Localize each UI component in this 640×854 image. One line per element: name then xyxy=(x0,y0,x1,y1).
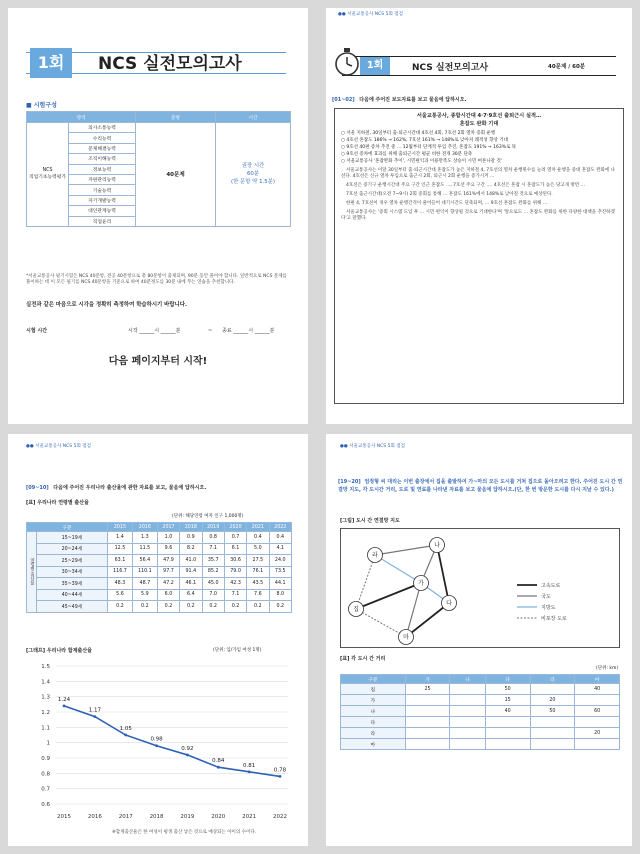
data-point xyxy=(186,754,189,757)
node-da-label: 다 xyxy=(446,600,452,608)
rate-cell: 46.1 xyxy=(180,578,202,590)
x-tick-label: 2021 xyxy=(242,814,257,820)
age-label: 30~34세 xyxy=(37,566,108,578)
rate-cell: 7.0 xyxy=(202,589,224,601)
rate-cell: 30.6 xyxy=(224,555,246,567)
rate-cell: 47.9 xyxy=(157,555,179,567)
table-header: 시간 xyxy=(216,112,291,123)
body-paragraph: 서울교통공사는 이달 30일부터 출·퇴근시간대 혼잡도가 높은 지하철 4, 7호선의 열차 운행횟수를 늘려 열차 운행을 증대 혼잡도 완화에 나선다. 4호선은 신규 열차 투입으로 출근시 2회, 퇴근시 2회 운행을 증가시켜 … xyxy=(341,168,616,179)
table-row xyxy=(27,555,292,567)
data-label: 0.81 xyxy=(243,762,256,769)
road-edge xyxy=(356,555,375,609)
distance-cell: 50 xyxy=(530,706,575,717)
table-row xyxy=(27,578,292,590)
distance-cell xyxy=(530,739,575,750)
rate-cell: 0.2 xyxy=(269,601,291,613)
rate-cell: 5.6 xyxy=(108,589,133,601)
running-header: ●● 서울교통공사 NCS 5회 점검 xyxy=(338,12,403,17)
x-tick-label: 2019 xyxy=(180,814,195,820)
area-label: NCS 직업기초능력평가 xyxy=(27,123,69,227)
year-header: 2020 xyxy=(224,523,246,532)
graph-title: [그래프] 우리나라 합계출산율 xyxy=(26,648,93,654)
rate-cell: 4.1 xyxy=(269,543,291,555)
distance-cell xyxy=(530,717,575,728)
year-header: 2021 xyxy=(247,523,269,532)
year-header: 2017 xyxy=(157,523,179,532)
time-line: 60분 xyxy=(246,171,260,178)
body-paragraph: 4호선은 증기구 운행시간대 주요 구간 인근 혼잡도 …, 7호선 주요 구간 …. 4호선은 혼잡 시 혼잡도가 높은 당고개 방면 … xyxy=(346,183,586,188)
rate-cell: 73.5 xyxy=(269,566,291,578)
node-ma-label: 마 xyxy=(403,634,409,642)
distance-header: 라 xyxy=(530,675,575,684)
rate-cell: 0.2 xyxy=(157,601,179,613)
table-row xyxy=(341,684,620,695)
distance-cell xyxy=(450,706,485,717)
data-label: 0.92 xyxy=(181,745,194,752)
summary-bullet: ○ 9호선 40편 증차 추진 중 … 12월부터 단계적 투입 추진, 혼잡도 191% → 163%로 뚝 xyxy=(341,145,517,150)
data-point xyxy=(93,715,96,718)
y-tick-label: 1 xyxy=(46,740,50,747)
x-tick-label: 2022 xyxy=(273,814,287,820)
rate-cell: 76.1 xyxy=(247,566,269,578)
x-tick-label: 2018 xyxy=(149,814,164,820)
node-home-label: 집 xyxy=(353,606,359,614)
table-row xyxy=(341,739,620,750)
road-edge xyxy=(375,545,437,555)
node-ra-label: 라 xyxy=(372,552,378,560)
summary-bullet: ○ 4호선 혼잡도 186% → 162%, 7호선 161% → 148%로 낮아져 쾌적성 향상 기대 xyxy=(341,138,508,143)
rate-cell: 5.0 xyxy=(247,543,269,555)
age-label: 45~49세 xyxy=(37,601,108,613)
distance-cell xyxy=(450,684,485,695)
time-line: (한 문항 약 1.5분) xyxy=(231,179,275,186)
map-title: [그림] 도시 간 연결망 지도 xyxy=(340,518,400,524)
question-count: 40문제 xyxy=(136,123,216,227)
distance-cell: 25 xyxy=(405,684,450,695)
node-ga-label: 가 xyxy=(418,580,424,588)
ability-cell: 직업윤리 xyxy=(69,216,136,226)
distance-header: 나 xyxy=(450,675,485,684)
distance-table-title: [표] 각 도시 간 거리 xyxy=(340,656,386,662)
age-label: 20~24세 xyxy=(37,543,108,555)
distance-cell xyxy=(485,739,530,750)
distance-cell xyxy=(405,695,450,706)
start-time-field[interactable]: 시작 ______시 ______분 xyxy=(128,328,181,334)
page-3 xyxy=(8,434,308,846)
distance-header: 다 xyxy=(485,675,530,684)
graph-unit: (단위: 입/가임 여성 1명) xyxy=(213,648,262,653)
data-label: 1.05 xyxy=(119,726,132,732)
ability-cell: 정보능력 xyxy=(69,164,136,174)
ability-cell: 기술능력 xyxy=(69,185,136,195)
page-title: NCS 실전모의고사 xyxy=(412,63,489,73)
rate-cell: 12.5 xyxy=(108,543,133,555)
row-group-label xyxy=(27,532,37,613)
road-edge xyxy=(356,609,406,637)
year-header: 2018 xyxy=(180,523,202,532)
page-4 xyxy=(326,434,632,846)
rate-cell: 1.3 xyxy=(132,532,157,544)
table-row xyxy=(27,601,292,613)
press-release-box xyxy=(334,108,624,404)
y-tick-label: 0.6 xyxy=(41,802,50,808)
data-point xyxy=(217,766,220,769)
distance-cell xyxy=(530,728,575,739)
page-1 xyxy=(8,8,308,424)
ability-cell: 문제해결능력 xyxy=(69,143,136,153)
y-tick-label: 1.5 xyxy=(41,664,50,670)
distance-cell xyxy=(450,695,485,706)
stopwatch-icon xyxy=(332,44,362,78)
body-paragraph: 서울교통공사는 '증회 시스템 도입 후 … 시민 편익이 향상될 것으로 기대한다'며 '앞으로도 … 혼잡도 완화를 위한 다양한 대책을 추진하겠다'고 말했다. xyxy=(341,210,615,221)
body-paragraph: 7호선 출근시간대(오전 7~9시) 2회 증회를 통해 … 혼잡도 161%에서 148%로 낮아질 것으로 예상된다. xyxy=(346,192,553,197)
x-tick-label: 2015 xyxy=(57,814,71,820)
map-box xyxy=(340,528,620,648)
question-text: 다음에 주어진 보도자료를 보고 물음에 답하시오. xyxy=(359,97,467,103)
age-label: 25~29세 xyxy=(37,555,108,567)
data-label: 1.17 xyxy=(88,707,101,714)
ability-cell: 조직이해능력 xyxy=(69,154,136,164)
rate-cell: 41.0 xyxy=(180,555,202,567)
ability-cell: 자원관리능력 xyxy=(69,174,136,184)
rate-cell: 7.1 xyxy=(224,589,246,601)
section-title: ■ 시험구성 xyxy=(26,102,57,109)
table-row xyxy=(341,706,620,717)
press-release-title: 서울교통공사, 종합시간대 4·7·9호선 출퇴근시 실적… xyxy=(416,113,542,119)
ability-cell: 의사소통능력 xyxy=(69,123,136,133)
running-header: ●● 서울교통공사 NCS 5회 점검 xyxy=(26,444,91,449)
birth-rate-table xyxy=(26,522,292,613)
distance-cell xyxy=(450,728,485,739)
distance-cell: 40 xyxy=(485,706,530,717)
next-page-text: 다음 페이지부터 시작! xyxy=(108,356,208,367)
data-label: 0.98 xyxy=(150,736,163,743)
table-row xyxy=(27,589,292,601)
rate-cell: 7.1 xyxy=(202,543,224,555)
y-tick-label: 1.3 xyxy=(41,694,50,701)
rate-cell: 44.1 xyxy=(269,578,291,590)
rate-cell: 0.4 xyxy=(247,532,269,544)
rate-cell: 35.7 xyxy=(202,555,224,567)
exam-meta: 40문제 / 60분 xyxy=(548,64,586,70)
y-tick-label: 0.8 xyxy=(41,771,50,778)
y-tick-label: 0.9 xyxy=(41,756,50,762)
legend-label: 국도 xyxy=(541,594,551,600)
rate-cell: 48.3 xyxy=(108,578,133,590)
rate-cell: 7.6 xyxy=(247,589,269,601)
exam-structure-table xyxy=(26,111,291,227)
year-header: 2015 xyxy=(108,523,133,532)
city-label: 마 xyxy=(341,739,406,750)
page-2 xyxy=(326,8,632,424)
table-unit: (단위: 해당연령 여자 인구 1,000명) xyxy=(172,514,244,519)
ability-cell: 대인관계능력 xyxy=(69,206,136,216)
rate-cell: 110.1 xyxy=(132,566,157,578)
x-tick-label: 2020 xyxy=(211,814,226,820)
recommended-time xyxy=(216,123,291,227)
distance-cell: 15 xyxy=(485,695,530,706)
question-text: 엄정형 씨 대리는 이번 출장에서 집을 출발하여 가~마의 모든 도시를 거쳐 집으로 돌아오려고 한다. 주어진 도시 간 연결망 지도, 각 도시간 거리, 도로 및 연료를 나타낸 자료를 보고 물음에 답하시오.(단, 한 번 방문한 도시를 다시 지날 수 있다.) xyxy=(338,479,623,493)
rate-cell: 42.3 xyxy=(224,578,246,590)
road-edge xyxy=(375,555,421,583)
rate-cell: 27.5 xyxy=(247,555,269,567)
x-tick-label: 2016 xyxy=(87,814,102,820)
distance-header: 가 xyxy=(405,675,450,684)
rate-cell: 8.0 xyxy=(269,589,291,601)
rate-cell: 56.4 xyxy=(132,555,157,567)
rate-cell: 1.4 xyxy=(108,532,133,544)
distance-cell xyxy=(575,717,620,728)
distance-cell xyxy=(485,717,530,728)
distance-cell xyxy=(530,684,575,695)
rate-cell: 11.5 xyxy=(132,543,157,555)
table-header: 영역 xyxy=(27,112,136,123)
round-badge: 1회 xyxy=(30,48,72,78)
age-label: 35~39세 xyxy=(37,578,108,590)
exam-time-label: 시험 시간 xyxy=(26,328,48,334)
distance-cell: 60 xyxy=(575,706,620,717)
distance-header: 구분 xyxy=(341,675,406,684)
city-label: 집 xyxy=(341,684,406,695)
distance-cell: 20 xyxy=(530,695,575,706)
year-header: 2022 xyxy=(269,523,291,532)
end-time-field[interactable]: 종료 ______시 ______분 xyxy=(222,328,275,334)
rate-cell: 0.2 xyxy=(224,601,246,613)
distance-cell xyxy=(450,717,485,728)
ability-cell: 수리능력 xyxy=(69,133,136,143)
legend-label: 지방도 xyxy=(541,605,556,611)
ability-cell: 자기개발능력 xyxy=(69,195,136,205)
y-tick-label: 1.2 xyxy=(41,710,50,716)
rate-cell: 6.0 xyxy=(157,589,179,601)
x-tick-label: 2017 xyxy=(118,814,133,820)
fertility-line-chart xyxy=(26,658,296,828)
data-label: 0.84 xyxy=(212,758,225,765)
legend-label: 고속도로 xyxy=(541,583,561,589)
rate-cell: 1.0 xyxy=(157,532,179,544)
table-title: [표] 우리나라 연령별 출산율 xyxy=(26,500,89,506)
rate-cell: 47.2 xyxy=(157,578,179,590)
city-network-map xyxy=(341,529,621,649)
table-row xyxy=(27,566,292,578)
rate-cell: 6.4 xyxy=(180,589,202,601)
rate-cell: 79.0 xyxy=(224,566,246,578)
rate-cell: 24.0 xyxy=(269,555,291,567)
rate-cell: 0.2 xyxy=(202,601,224,613)
road-edge xyxy=(406,583,421,637)
distance-cell xyxy=(485,728,530,739)
table-row xyxy=(341,695,620,706)
running-header: ●● 서울교통공사 NCS 5회 점검 xyxy=(340,444,405,449)
rate-cell: 48.7 xyxy=(132,578,157,590)
rate-cell: 91.4 xyxy=(180,566,202,578)
exam-note: *서울교통공사 필기시험은 NCS 40문항, 전공 40문항으로 총 80문항이 출제되며, 90분 동안 풀어야 합니다. 일반적으로 NCS 문제를 풀이하는 데 이 모든 필기를 NCS 40문항을 기준으로 하여 40분정도를 30분 내에 푸는 연습을 추천합니다. xyxy=(26,274,287,285)
rate-cell: 97.7 xyxy=(157,566,179,578)
rate-cell: 5.9 xyxy=(132,589,157,601)
time-line: 권장 시간 xyxy=(241,163,265,170)
legend-label: 비포장 도로 xyxy=(541,616,567,622)
rate-cell: 0.2 xyxy=(247,601,269,613)
road-edge xyxy=(437,545,449,603)
rate-cell: 0.9 xyxy=(180,532,202,544)
age-label: 15~19세 xyxy=(37,532,108,544)
year-header: 2019 xyxy=(202,523,224,532)
y-tick-label: 1.1 xyxy=(41,725,50,732)
rate-cell: 116.7 xyxy=(108,566,133,578)
distance-cell xyxy=(575,739,620,750)
table-header: 구분 xyxy=(27,523,108,532)
rate-cell: 0.2 xyxy=(132,601,157,613)
data-point xyxy=(248,770,251,773)
data-point xyxy=(63,704,66,707)
city-label: 라 xyxy=(341,728,406,739)
rate-cell: 0.8 xyxy=(202,532,224,544)
year-header: 2016 xyxy=(132,523,157,532)
summary-bullet: ○ 9호선 증차에 효과를 위해 출퇴근시간 평균 비한 전개 30분 단축 xyxy=(341,152,473,157)
table-header: 문항 xyxy=(136,112,216,123)
distance-cell xyxy=(405,717,450,728)
distance-cell: 20 xyxy=(575,728,620,739)
round-badge: 1회 xyxy=(360,57,390,75)
row-group-text: 연령별 출산율 xyxy=(29,558,35,586)
rate-cell: 9.6 xyxy=(157,543,179,555)
rate-cell: 85.2 xyxy=(202,566,224,578)
press-release-subtitle: 혼잡도 완화 기대 xyxy=(459,121,499,127)
data-point xyxy=(279,775,282,778)
rate-cell: 8.2 xyxy=(180,543,202,555)
instruction-text: 실전과 같은 마음으로 시각을 정확히 측정하여 학습하시기 바랍니다. xyxy=(26,302,187,308)
y-tick-label: 1.4 xyxy=(41,679,50,686)
table-row xyxy=(27,543,292,555)
rate-cell: 43.5 xyxy=(247,578,269,590)
data-point xyxy=(155,744,158,747)
distance-cell xyxy=(405,728,450,739)
rate-cell: 0.2 xyxy=(180,601,202,613)
age-label: 40~44세 xyxy=(37,589,108,601)
summary-bullet: ○ 서울교통공사 '혼잡완화 추이', 시민편익과 이용만족도 상승이 시민 여론나갈 것' xyxy=(341,159,503,164)
rate-cell: 0.2 xyxy=(108,601,133,613)
question-range: [19~20] xyxy=(338,479,361,485)
data-label: 1.24 xyxy=(57,696,71,703)
question-range: [01~02] xyxy=(332,97,355,103)
graph-footnote: ※합계출산율은 한 여성이 평생 출산 낳은 것으로 예상되는 아이의 수이다. xyxy=(112,830,257,835)
distance-table xyxy=(340,674,620,750)
rate-cell: 0.4 xyxy=(269,532,291,544)
node-na-label: 나 xyxy=(434,542,440,550)
distance-cell xyxy=(450,739,485,750)
road-edge xyxy=(356,583,421,609)
question-text: 다음에 주어진 우리나라 출산율에 관한 자료를 보고, 물음에 답하시오. xyxy=(53,485,207,491)
rate-cell: 63.1 xyxy=(108,555,133,567)
y-tick-label: 0.7 xyxy=(41,786,50,793)
data-label: 0.78 xyxy=(273,767,287,774)
distance-cell: 50 xyxy=(485,684,530,695)
rate-cell: 45.0 xyxy=(202,578,224,590)
table-row xyxy=(341,717,620,728)
distance-cell xyxy=(405,706,450,717)
distance-cell xyxy=(575,695,620,706)
city-label: 나 xyxy=(341,706,406,717)
table-row xyxy=(341,728,620,739)
city-label: 다 xyxy=(341,717,406,728)
distance-unit: (단위: km) xyxy=(596,666,619,671)
distance-header: 마 xyxy=(575,675,620,684)
summary-bullet: ○ 서울 지하철, 30일부터 출·퇴근시간대 4호선 4회, 7호선 2회 열차 증회 운행 xyxy=(341,131,496,136)
city-label: 가 xyxy=(341,695,406,706)
distance-cell: 40 xyxy=(575,684,620,695)
question-range: [09~10] xyxy=(26,485,49,491)
data-point xyxy=(124,734,127,737)
rate-cell: 0.7 xyxy=(224,532,246,544)
table-row xyxy=(27,532,292,544)
page-title: NCS 실전모의고사 xyxy=(98,54,242,74)
road-edge xyxy=(406,603,449,637)
rate-cell: 6.1 xyxy=(224,543,246,555)
tilde: ~ xyxy=(208,328,213,334)
body-paragraph: 한편 4, 7호선이 경우 열차 운행간격이 줄어들어 대기시간도 단축되며, … 9호선 혼잡도 완화를 위해 … xyxy=(346,201,548,206)
distance-cell xyxy=(405,739,450,750)
